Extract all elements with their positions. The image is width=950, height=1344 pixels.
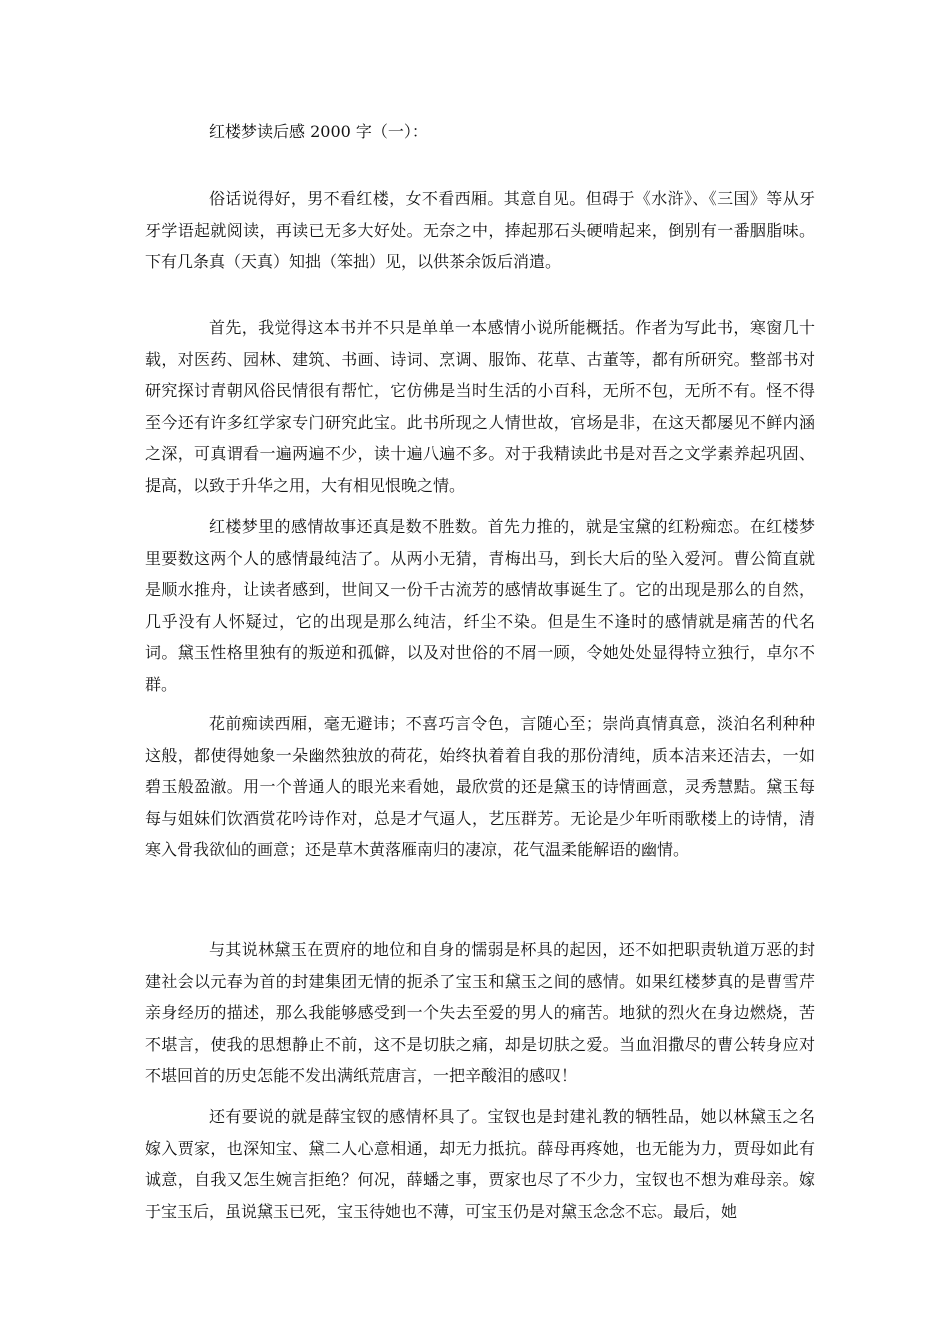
document-title: 红楼梦读后感 2000 字（一）： (209, 122, 428, 141)
paragraph-2: 首先，我觉得这本书并不只是单单一本感情小说所能概括。作者为写此书，寒窗几十载，对医药、园林、建筑、书画、诗词、烹调、服饰、花草、古董等，都有所研究。整部书对研究探讨青朝风俗民情很有帮忙，它仿佛是当时生活的小百科，无所不包，无所不有。怪不得至今还有许多红学家专门研究此宝。此书所现之人情世故，官场是非，在这天都屡见不鲜内涵之深，可真谓看一遍两遍不少，读十遍八遍不多。对于我精读此书是对吾之文学素养起巩固、提高，以致于升华之用，大有相见恨晚之情。 (145, 318, 815, 495)
paragraph-5: 与其说林黛玉在贾府的地位和自身的懦弱是杯具的起因，还不如把职责轨道万恶的封建社会以元春为首的封建集团无情的扼杀了宝玉和黛玉之间的感情。如果红楼梦真的是曹雪芹亲身经历的描述，那么我能够感受到一个失去至爱的男人的痛苦。地狱的烈火在身边燃烧，苦不堪言，使我的思想静止不前，这不是切肤之痛，却是切肤之爱。当血泪撒尽的曹公转身应对不堪回首的历史怎能不发出满纸荒唐言，一把辛酸泪的感叹！ (145, 940, 815, 1085)
document-page (145, 0, 815, 1344)
paragraph-6: 还有要说的就是薛宝钗的感情杯具了。宝钗也是封建礼教的牺牲品，她以林黛玉之名嫁入贾家，也深知宝、黛二人心意相通，却无力抵抗。薛母再疼她，也无能为力，贾母如此有诚意，自我又怎生婉言拒绝？何况，薛蟠之事，贾家也尽了不少力，宝钗也不想为难母亲。嫁于宝玉后，虽说黛玉已死，宝玉待她也不薄，可宝玉仍是对黛玉念念不忘。最后，她 (145, 1107, 815, 1221)
paragraph-4: 花前痴读西厢，毫无避讳；不喜巧言令色，言随心至；崇尚真情真意，淡泊名利种种这般，都使得她象一朵幽然独放的荷花，始终执着着自我的那份清纯，质本洁来还洁去，一如碧玉般盈澈。用一个普通人的眼光来看她，最欣赏的还是黛玉的诗情画意，灵秀慧黠。黛玉每每与姐妹们饮酒赏花吟诗作对，总是才气逼人，艺压群芳。无论是少年听雨歌楼上的诗情，清寒入骨我欲仙的画意；还是草木黄落雁南归的凄凉，花气温柔能解语的幽情。 (145, 714, 815, 859)
paragraph-3: 红楼梦里的感情故事还真是数不胜数。首先力推的，就是宝黛的红粉痴恋。在红楼梦里要数这两个人的感情最纯洁了。从两小无猜，青梅出马，到长大后的坠入爱河。曹公简直就是顺水推舟，让读者感到，世间又一份千古流芳的感情故事诞生了。它的出现是那么的自然，几乎没有人怀疑过，它的出现是那么纯洁，纤尘不染。但是生不逢时的感情就是痛苦的代名词。黛玉性格里独有的叛逆和孤僻，以及对世俗的不屑一顾，令她处处显得特立独行，卓尔不群。 (145, 517, 815, 694)
paragraph-1: 俗话说得好，男不看红楼，女不看西厢。其意自见。但碍于《水浒》、《三国》等从牙牙学语起就阅读，再读已无多大好处。无奈之中，捧起那石头硬啃起来，倒别有一番胭脂味。下有几条真（天真）知拙（笨拙）见，以供茶余饭后消遣。 (145, 189, 815, 271)
